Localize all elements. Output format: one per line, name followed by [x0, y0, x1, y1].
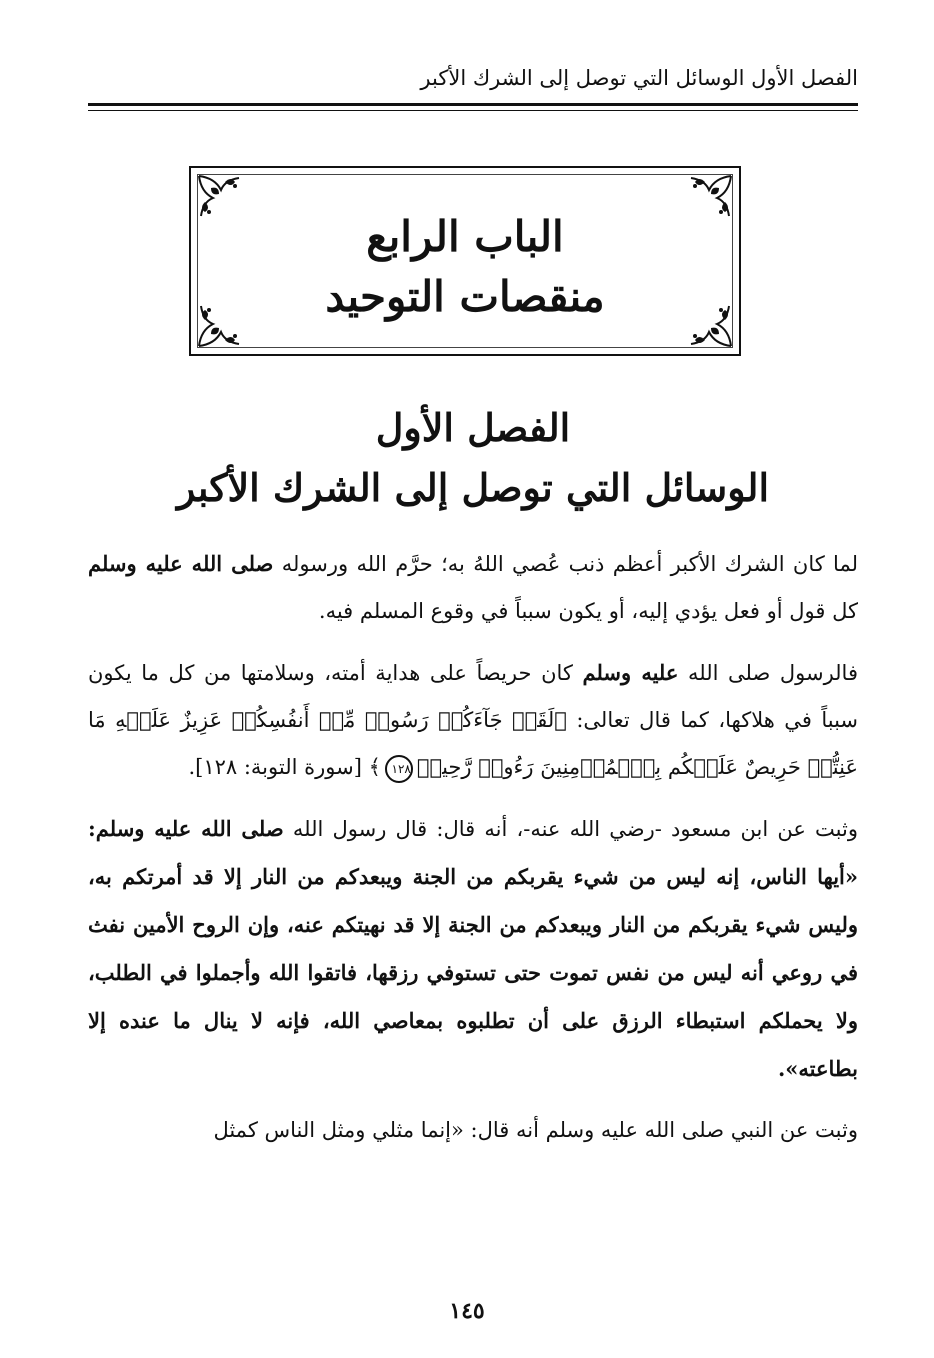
header-rule-thin	[88, 110, 858, 111]
paragraph-2-text-a: فالرسول صلى الله	[678, 661, 858, 685]
paragraph-2-salutation: عليه وسلم	[582, 660, 679, 685]
verse-reference: [سورة التوبة: ١٢٨].	[188, 755, 369, 779]
paragraph-1	[88, 540, 858, 635]
chapter-title-line2: منقصات التوحيد	[325, 272, 605, 321]
section-title-line2: الوسائل التي توصل إلى الشرك الأكبر	[176, 465, 770, 510]
header-rule-thick	[88, 103, 858, 106]
body-text	[88, 540, 858, 1168]
paragraph-2-text-c: كان حريصاً على هداية أمته، وسلامتها من كل ما يكون سبباً في هلاكها، كما قال تعالى:	[88, 661, 859, 732]
page-number: ١٤٥	[449, 1298, 485, 1324]
chapter-title-box	[189, 166, 741, 356]
paragraph-3	[88, 805, 858, 1093]
running-header: الفصل الأول الوسائل التي توصل إلى الشرك الأكبر	[420, 66, 858, 90]
verse-number-badge: ١٢٨	[385, 755, 413, 783]
paragraph-1-text-a: لما كان الشرك الأكبر أعظم ذنب عُصي اللهُ به؛ حرَّم الله ورسوله	[273, 552, 858, 576]
chapter-title-line1: الباب الرابع	[366, 212, 564, 261]
hadith-text: : «أيها الناس، إنه ليس من شيء يقربكم من الجنة ويبعدكم من النار إلا قد أمرتكم به، وليس شيء يقربكم من النار ويبعدكم من الجنة إلا قد نهيتكم عنه، وإن الروح الأمين نفث في روعي أنه ليس من نفس تموت حتى تستوفي رزقها، فاتقوا الله وأجملوا في الطلب، ولا يحملكم استبطاء الرزق على أن تطلبوه بمعاصي الله، فإنه لا ينال ما عنده إلا بطاعته».	[88, 816, 858, 1081]
paragraph-2	[88, 649, 858, 791]
quran-close-bracket: ﴾	[368, 755, 381, 779]
paragraph-3-text-a: وثبت عن ابن مسعود -رضي الله عنه-، أنه قال: قال رسول الله	[283, 817, 858, 841]
paragraph-1-salutation: صلى الله عليه وسلم	[88, 551, 274, 576]
section-title-line1: الفصل الأول	[375, 405, 571, 450]
paragraph-4	[88, 1107, 858, 1154]
quran-verse: ﴿لَقَدۡ جَآءَكُمۡ رَسُولٞ مِّنۡ أَنفُسِكُمۡ عَزِيزٌ عَلَيۡهِ مَا عَنِتُّمۡ حَرِيصٌ عَلَيۡكُم بِٱلۡمُؤۡمِنِينَ رَءُوفٞ رَّحِيمٞ	[88, 708, 858, 779]
paragraph-3-salutation: صلى الله عليه وسلم	[95, 816, 284, 841]
paragraph-1-text-c: كل قول أو فعل يؤدي إليه، أو يكون سبباً في وقوع المسلم فيه.	[318, 599, 858, 623]
paragraph-4-text: وثبت عن النبي صلى الله عليه وسلم أنه قال: «إنما مثلي ومثل الناس كمثل	[213, 1118, 858, 1142]
